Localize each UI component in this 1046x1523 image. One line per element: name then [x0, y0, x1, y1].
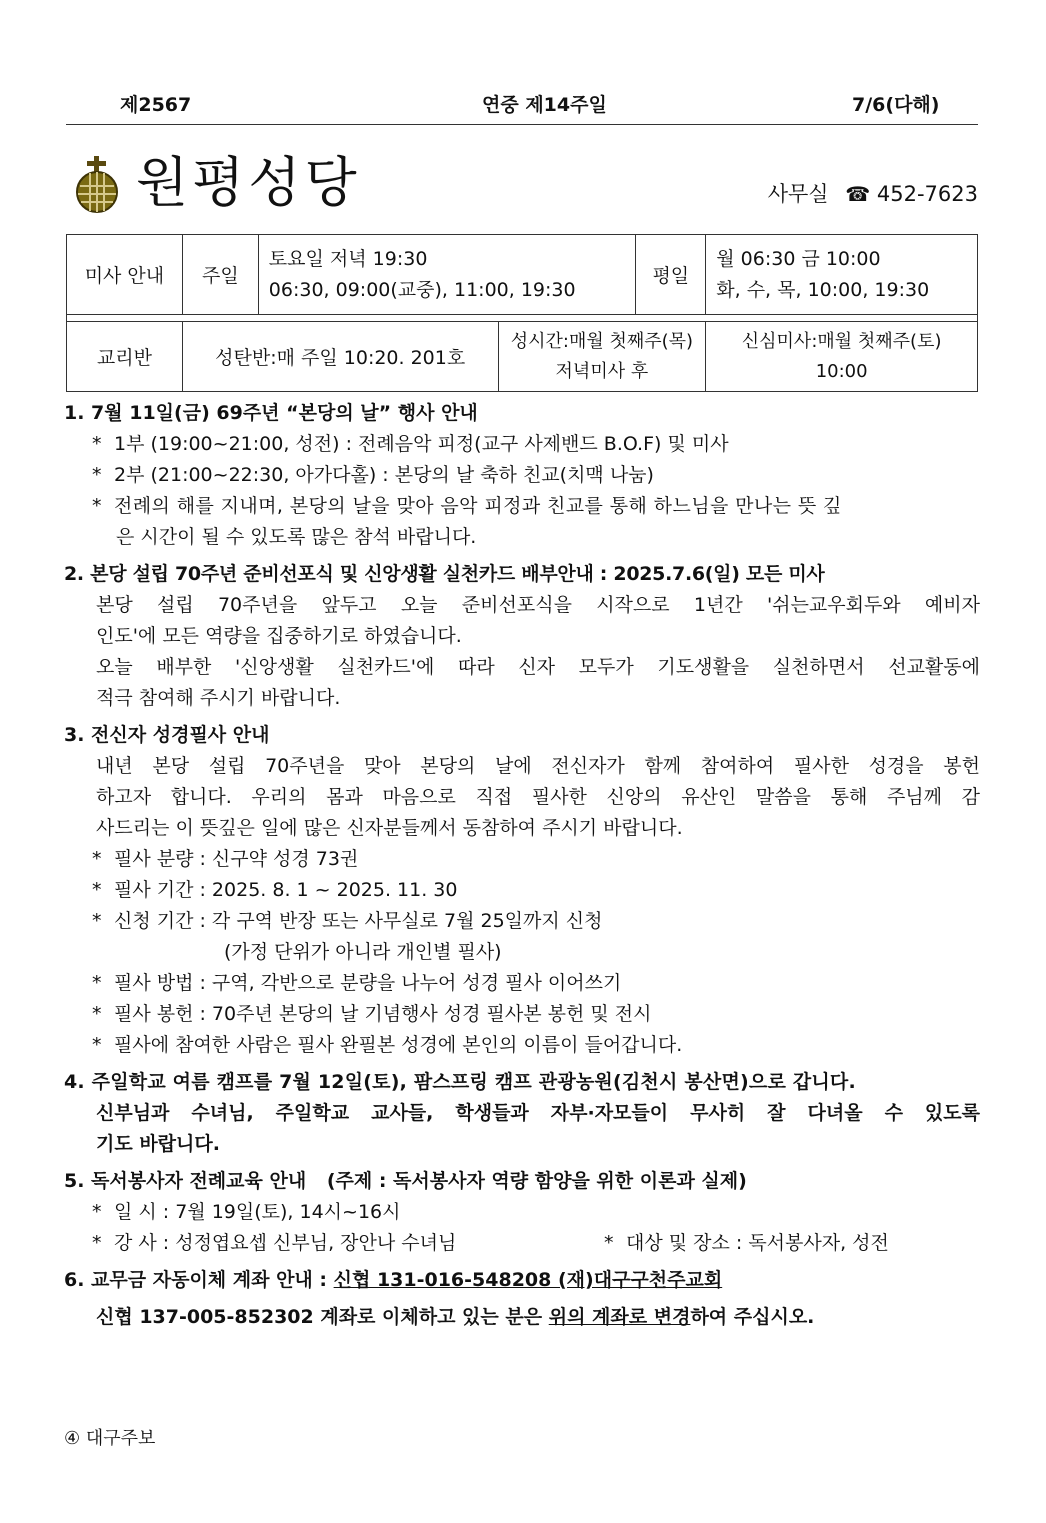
- weekday-label: 평일: [636, 235, 706, 315]
- announcement-2-text: 적극 참여해 주시기 바랍니다.: [96, 687, 341, 709]
- devotion-mass: [706, 322, 978, 392]
- catechism-row: [67, 322, 978, 392]
- announcement-3: 3. 전신자 성경필사 안내 내년 본당 설립 70주년을 맞아 본당의 날에 전신자가 함께 참여하여 필사한 성경을 봉헌 하고자 합니다. 우리의 몸과 마음으로 직접 필사한 신앙의 유산인 말씀을 통해 주님께 감 사드리는 이 뜻깊은 일에 많은 신자분들께서 동참하여 주시기 바랍니다. * 필사 분량 : 신구약 성경 73권 * 필사 기간 : 2025. 8. 1 ~ 2025. 11. 30 * 신청 기간 : 각 구역 반장 또는 사무실로 7월 25일까지 신청 (가정 단위가 아니라 개인별 필사) * 필사 방법 : 구역, 각반으로 분량을 나누어 성경 필사 이어쓰기 * 필사 봉헌 : 70주년 본당의 날 기념행사 성경 필사본 봉헌 및 전시 * 필사에 참여한 사람은 필사 완필본 성경에 본인의 이름이 들어갑니다.: [64, 720, 980, 1061]
- announcement-5-title: 5. 독서봉사자 전례교육 안내: [64, 1170, 307, 1192]
- sunday-times-line2: 06:30, 09:00(교중), 11:00, 19:30: [268, 278, 576, 301]
- announcement-5-subtitle: (주제 : 독서봉사자 역량 함양을 위한 이론과 실제): [326, 1170, 747, 1192]
- announcement-4-text: 신부님과 수녀님, 주일학교 교사들, 학생들과 자부·자모들이 무사히 잘 다녀올 수 있도록: [96, 1102, 980, 1124]
- announcement-6-title: 6. 교무금 자동이체 계좌 안내 :: [64, 1269, 334, 1291]
- transcription-item: 필사에 참여한 사람은 필사 완필본 성경에 본인의 이름이 들어갑니다.: [114, 1034, 683, 1056]
- catechism-label: 교리반: [67, 322, 183, 392]
- announcement-6-text: 신협 137-005-852302 계좌로 이체하고 있는 분은: [96, 1306, 549, 1328]
- announcement-1-title: 1. 7월 11일(금) 69주년 “본당의 날” 행사 안내: [64, 402, 478, 424]
- announcement-1: 1. 7월 11일(금) 69주년 “본당의 날” 행사 안내 * 1부 (19:00~21:00, 성전) : 전례음악 피정(교구 사제밴드 B.O.F) 및 미사 * 2부 (21:00~22:30, 아가다홀) : 본당의 날 축하 친교(치맥 나눔) * 전례의 해를 지내며, 본당의 날을 맞아 음악 피정과 친교를 통해 하느님을 만나는 뜻 깊 은 시간이 될 수 있도록 많은 참석 바랍니다.: [64, 398, 980, 553]
- announcement-2-title: 2. 본당 설립 70주년 준비선포식 및 신앙생활 실천카드 배부안내 : 2025.7.6(일) 모든 미사: [64, 563, 825, 585]
- header-divider: [66, 124, 978, 125]
- sunday-label: 주일: [182, 235, 258, 315]
- announcement-1-item: 2부 (21:00~22:30, 아가다홀) : 본당의 날 축하 친교(치맥 나눔): [114, 464, 654, 486]
- announcement-3-text: 하고자 합니다. 우리의 몸과 마음으로 직접 필사한 신앙의 유산인 말씀을 통해 주님께 감: [96, 786, 980, 808]
- announcement-1-item: 전례의 해를 지내며, 본당의 날을 맞아 음악 피정과 친교를 통해 하느님을 만나는 뜻 깊: [114, 495, 842, 517]
- lector-item: 강 사 : 성정엽요셉 신부님, 장안나 수녀님: [114, 1232, 457, 1254]
- lector-item: 대상 및 장소 : 독서봉사자, 성전: [626, 1232, 889, 1254]
- devotion-mass-line1: 신심미사:매월 첫째주(토): [741, 330, 942, 352]
- mass-row: [67, 235, 978, 315]
- lector-item: 일 시 : 7월 19일(토), 14시~16시: [114, 1201, 401, 1223]
- weekday-times: [706, 235, 978, 315]
- sunday-times: [258, 235, 636, 315]
- announcement-2: [64, 559, 980, 714]
- transcription-item: 신청 기간 : 각 구역 반장 또는 사무실로 7월 25일까지 신청: [114, 910, 603, 932]
- sunday-times-line1: 토요일 저녁 19:30: [268, 247, 428, 270]
- church-cross-globe-icon: [72, 156, 122, 214]
- announcement-2-text: 오늘 배부한 '신앙생활 실천카드'에 따라 신자 모두가 기도생활을 실천하면서 선교활동에: [96, 656, 980, 678]
- announcement-2-text: 본당 설립 70주년을 앞두고 오늘 준비선포식을 시작으로 1년간 '쉬는교우회두와 예비자: [96, 594, 980, 616]
- page-footer: ④ 대구주보: [64, 1428, 156, 1449]
- bulletin-date: 7/6(다해): [852, 94, 940, 116]
- announcement-1-item: 1부 (19:00~21:00, 성전) : 전례음악 피정(교구 사제밴드 B.O.F) 및 미사: [114, 433, 729, 455]
- holy-hour-line1: 성시간:매월 첫째주(목): [510, 330, 694, 352]
- office-contact: [768, 178, 978, 208]
- liturgical-week: 연중 제14주일: [482, 94, 607, 116]
- announcement-4-text: 기도 바랍니다.: [96, 1133, 220, 1155]
- weekday-times-line1: 월 06:30 금 10:00: [716, 247, 881, 270]
- devotion-mass-line2: 10:00: [815, 360, 868, 382]
- bulletin-header: [0, 86, 1046, 116]
- weekday-times-line2: 화, 수, 목, 10:00, 19:30: [716, 278, 930, 301]
- transcription-item: 필사 기간 : 2025. 8. 1 ~ 2025. 11. 30: [114, 879, 458, 901]
- announcement-1-item: 은 시간이 될 수 있도록 많은 참석 바랍니다.: [116, 526, 477, 548]
- transcription-item: 필사 봉헌 : 70주년 본당의 날 기념행사 성경 필사본 봉헌 및 전시: [114, 1003, 652, 1025]
- announcement-6-highlight: 위의 계좌로 변경: [548, 1306, 691, 1328]
- transcription-item-note: (가정 단위가 아니라 개인별 필사): [224, 941, 502, 963]
- account-number: 신협 131-016-548208 (재)대구구천주교회: [333, 1269, 723, 1291]
- mass-label: 미사 안내: [67, 235, 183, 315]
- announcement-3-title: 3. 전신자 성경필사 안내: [64, 724, 270, 746]
- issue-number: 제2567: [120, 94, 192, 116]
- announcement-4: [64, 1067, 980, 1160]
- announcement-3-text: 내년 본당 설립 70주년을 맞아 본당의 날에 전신자가 함께 참여하여 필사한 성경을 봉헌: [96, 755, 980, 777]
- transcription-item: 필사 방법 : 구역, 각반으로 분량을 나누어 성경 필사 이어쓰기: [114, 972, 622, 994]
- announcement-5: 5. 독서봉사자 전례교육 안내 (주제 : 독서봉사자 역량 함양을 위한 이론과 실제) * 일 시 : 7월 19일(토), 14시~16시 * 강 사 : 성정엽요셉 신부님, 장안나 수녀님 * 대상 및 장소 : 독서봉사자, 성전: [64, 1170, 889, 1254]
- announcements: [64, 398, 980, 1339]
- announcement-6-text: 하여 주십시오.: [690, 1306, 815, 1328]
- transcription-item: 필사 분량 : 신구약 성경 73권: [114, 848, 359, 870]
- holy-hour-line2: 저녁미사 후: [555, 360, 649, 382]
- announcement-6: [64, 1265, 980, 1333]
- holy-hour: [498, 322, 706, 392]
- announcement-4-text: 4. 주일학교 여름 캠프를 7월 12일(토), 팜스프링 캠프 관광농원(김천시 봉산면)으로 갑니다.: [64, 1071, 856, 1093]
- phone-icon: ☎: [845, 182, 871, 206]
- mass-schedule-table: [66, 234, 978, 392]
- office-label: 사무실: [767, 182, 829, 206]
- office-phone: 452-7623: [876, 182, 978, 206]
- parish-title: 원평성당: [136, 151, 361, 214]
- catechism-value: 성탄반:매 주일 10:20. 201호: [182, 322, 498, 392]
- title-row: [72, 148, 982, 218]
- announcement-2-text: 인도'에 모든 역량을 집중하기로 하였습니다.: [96, 625, 462, 647]
- announcement-3-text: 사드리는 이 뜻깊은 일에 많은 신자분들께서 동참하여 주시기 바랍니다.: [96, 817, 683, 839]
